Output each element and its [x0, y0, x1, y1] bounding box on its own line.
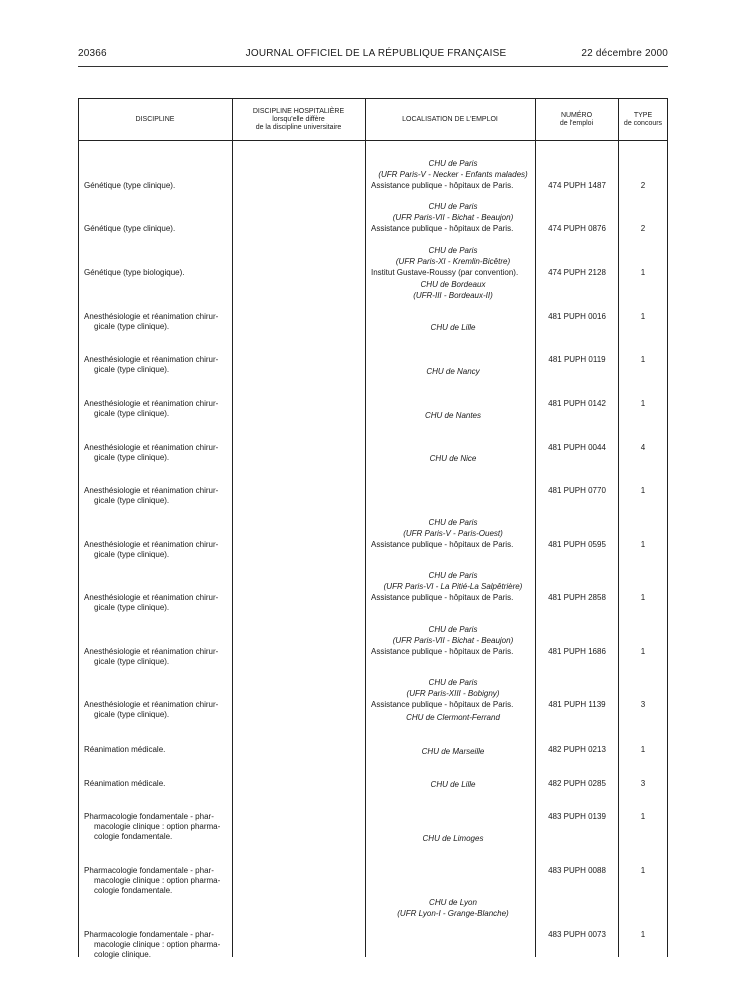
- col-discipline: DISCIPLINE: [135, 115, 175, 123]
- discipline-line: Génétique (type clinique).: [84, 224, 176, 233]
- discipline-line: gicale (type clinique).: [94, 453, 170, 462]
- site-name: CHU de Nice: [429, 454, 477, 463]
- discipline-line: cologie clinique.: [94, 950, 151, 959]
- competition-type: 3: [640, 700, 646, 709]
- site-name: CHU de Paris: [428, 518, 478, 527]
- ufr-name: (UFR-III - Bordeaux-II): [413, 291, 493, 300]
- ufr-name: (UFR Paris-VII - Bichat - Beaujon): [392, 636, 514, 645]
- post-number: 481 PUPH 1686: [548, 647, 606, 656]
- discipline-line: gicale (type clinique).: [94, 710, 170, 719]
- discipline-line: Génétique (type biologique).: [84, 268, 185, 277]
- discipline-cell: [84, 268, 232, 278]
- discipline-line: Anesthésiologie et réanimation chirur-: [84, 486, 219, 495]
- discipline-line: Anesthésiologie et réanimation chirur-: [84, 443, 219, 452]
- discipline-line: gicale (type clinique).: [94, 322, 170, 331]
- discipline-line: Pharmacologie fondamentale - phar-: [84, 866, 214, 875]
- ufr-name: (UFR Paris-XIII - Bobigny): [406, 689, 500, 698]
- competition-type: 1: [640, 268, 646, 277]
- discipline-cell: [84, 399, 232, 419]
- institution: Assistance publique - hôpitaux de Paris.: [371, 593, 514, 602]
- discipline-cell: [84, 779, 232, 789]
- discipline-cell: [84, 224, 232, 234]
- journal-title: JOURNAL OFFICIEL DE LA RÉPUBLIQUE FRANÇAISE: [245, 48, 507, 59]
- post-number: 474 PUPH 2128: [548, 268, 606, 277]
- site-name: CHU de Nancy: [426, 367, 480, 376]
- discipline-line: Anesthésiologie et réanimation chirur-: [84, 355, 219, 364]
- post-number: 481 PUPH 1139: [548, 700, 606, 709]
- discipline-line: gicale (type clinique).: [94, 409, 170, 418]
- discipline-line: gicale (type clinique).: [94, 365, 170, 374]
- post-number: 481 PUPH 0016: [548, 312, 606, 321]
- discipline-line: gicale (type clinique).: [94, 550, 170, 559]
- institution: Assistance publique - hôpitaux de Paris.: [371, 647, 514, 656]
- header-rule: [78, 66, 668, 67]
- discipline-line: gicale (type clinique).: [94, 496, 170, 505]
- post-number: 481 PUPH 0595: [548, 540, 606, 549]
- ufr-name: (UFR Paris-VII - Bichat - Beaujon): [392, 213, 514, 222]
- discipline-line: Pharmacologie fondamentale - phar-: [84, 812, 214, 821]
- employment-table: [78, 98, 668, 957]
- site-name: CHU de Lille: [430, 780, 476, 789]
- col-localisation: LOCALISATION DE L'EMPLOI: [402, 115, 498, 123]
- discipline-line: gicale (type clinique).: [94, 603, 170, 612]
- discipline-line: Anesthésiologie et réanimation chirur-: [84, 647, 219, 656]
- post-number: 481 PUPH 0142: [548, 399, 606, 408]
- post-number: 482 PUPH 0213: [548, 745, 606, 754]
- site-name: CHU de Paris: [428, 246, 478, 255]
- discipline-line: macologie clinique : option pharma-: [94, 876, 221, 885]
- col-hospital-discipline: DISCIPLINE HOSPITALIÈRE lorsqu'elle diffère de la discipline universitaire: [252, 107, 345, 131]
- competition-type: 3: [640, 779, 646, 788]
- discipline-cell: [84, 443, 232, 463]
- competition-type: 1: [640, 399, 646, 408]
- discipline-line: macologie clinique : option pharma-: [94, 940, 221, 949]
- site-name: CHU de Paris: [428, 571, 478, 580]
- post-number: 482 PUPH 0285: [548, 779, 606, 788]
- discipline-cell: [84, 812, 232, 842]
- site-name: CHU de Paris: [428, 678, 478, 687]
- institution: Assistance publique - hôpitaux de Paris.: [371, 540, 514, 549]
- site-name: CHU de Nantes: [424, 411, 482, 420]
- post-number: 481 PUPH 0119: [548, 355, 606, 364]
- site-name: CHU de Marseille: [421, 747, 485, 756]
- post-number: 474 PUPH 0876: [548, 224, 606, 233]
- discipline-line: macologie clinique : option pharma-: [94, 822, 221, 831]
- col-numero: NUMÉRO de l'emploi: [559, 111, 594, 127]
- competition-type: 1: [640, 745, 646, 754]
- discipline-cell: [84, 593, 232, 613]
- col-type: TYPE de concours: [623, 111, 663, 127]
- discipline-line: Génétique (type clinique).: [84, 181, 176, 190]
- discipline-line: Anesthésiologie et réanimation chirur-: [84, 399, 219, 408]
- discipline-line: Anesthésiologie et réanimation chirur-: [84, 312, 219, 321]
- post-number: 481 PUPH 0044: [548, 443, 606, 452]
- competition-type: 1: [640, 593, 646, 602]
- post-number: 481 PUPH 0770: [548, 486, 606, 495]
- post-number: 474 PUPH 1487: [548, 181, 606, 190]
- institution: Assistance publique - hôpitaux de Paris.: [371, 224, 514, 233]
- competition-type: 1: [640, 312, 646, 321]
- discipline-line: cologie fondamentale.: [94, 832, 173, 841]
- competition-type: 4: [640, 443, 646, 452]
- discipline-line: Réanimation médicale.: [84, 779, 166, 788]
- competition-type: 1: [640, 486, 646, 495]
- discipline-cell: [84, 181, 232, 191]
- competition-type: 2: [640, 224, 646, 233]
- institution: Assistance publique - hôpitaux de Paris.: [371, 181, 514, 190]
- discipline-line: gicale (type clinique).: [94, 657, 170, 666]
- page-number: 20366: [78, 48, 107, 59]
- competition-type: 1: [640, 866, 646, 875]
- discipline-cell: [84, 745, 232, 755]
- ufr-name: (UFR Paris-XI - Kremlin-Bicêtre): [395, 257, 511, 266]
- discipline-line: Anesthésiologie et réanimation chirur-: [84, 593, 219, 602]
- discipline-cell: [84, 866, 232, 896]
- header-divider: [78, 140, 668, 141]
- institution: Assistance publique - hôpitaux de Paris.: [371, 700, 514, 709]
- post-number: 481 PUPH 2858: [548, 593, 606, 602]
- discipline-line: Pharmacologie fondamentale - phar-: [84, 930, 214, 939]
- site-name: CHU de Paris: [428, 159, 478, 168]
- discipline-cell: [84, 355, 232, 375]
- post-number: 483 PUPH 0139: [548, 812, 606, 821]
- site-name: CHU de Paris: [428, 625, 478, 634]
- issue-date: 22 décembre 2000: [581, 48, 668, 59]
- site-name: CHU de Paris: [428, 202, 478, 211]
- ufr-name: (UFR Paris-V - Paris-Ouest): [403, 529, 503, 538]
- site-name: CHU de Lyon: [429, 898, 477, 907]
- ufr-name: (UFR Paris-VI - La Pitié-La Salpêtrière): [383, 582, 523, 591]
- discipline-line: Anesthésiologie et réanimation chirur-: [84, 700, 219, 709]
- ufr-name: (UFR Lyon-I - Grange-Blanche): [397, 909, 509, 918]
- competition-type: 1: [640, 355, 646, 364]
- discipline-cell: [84, 540, 232, 560]
- competition-type: 2: [640, 181, 646, 190]
- discipline-cell: [84, 486, 232, 506]
- institution: Institut Gustave-Roussy (par convention).: [371, 268, 519, 277]
- competition-type: 1: [640, 812, 646, 821]
- discipline-cell: [84, 930, 232, 960]
- site-name: CHU de Lille: [430, 323, 476, 332]
- discipline-line: cologie fondamentale.: [94, 886, 173, 895]
- post-number: 483 PUPH 0073: [548, 930, 606, 939]
- site-name: CHU de Clermont-Ferrand: [406, 713, 500, 722]
- discipline-line: Réanimation médicale.: [84, 745, 166, 754]
- competition-type: 1: [640, 647, 646, 656]
- discipline-cell: [84, 647, 232, 667]
- discipline-line: Anesthésiologie et réanimation chirur-: [84, 540, 219, 549]
- discipline-cell: [84, 312, 232, 332]
- ufr-name: (UFR Paris-V - Necker - Enfants malades): [378, 170, 528, 179]
- post-number: 483 PUPH 0088: [548, 866, 606, 875]
- site-name: CHU de Bordeaux: [420, 280, 486, 289]
- competition-type: 1: [640, 540, 646, 549]
- competition-type: 1: [640, 930, 646, 939]
- discipline-cell: [84, 700, 232, 720]
- site-name: CHU de Limoges: [422, 834, 484, 843]
